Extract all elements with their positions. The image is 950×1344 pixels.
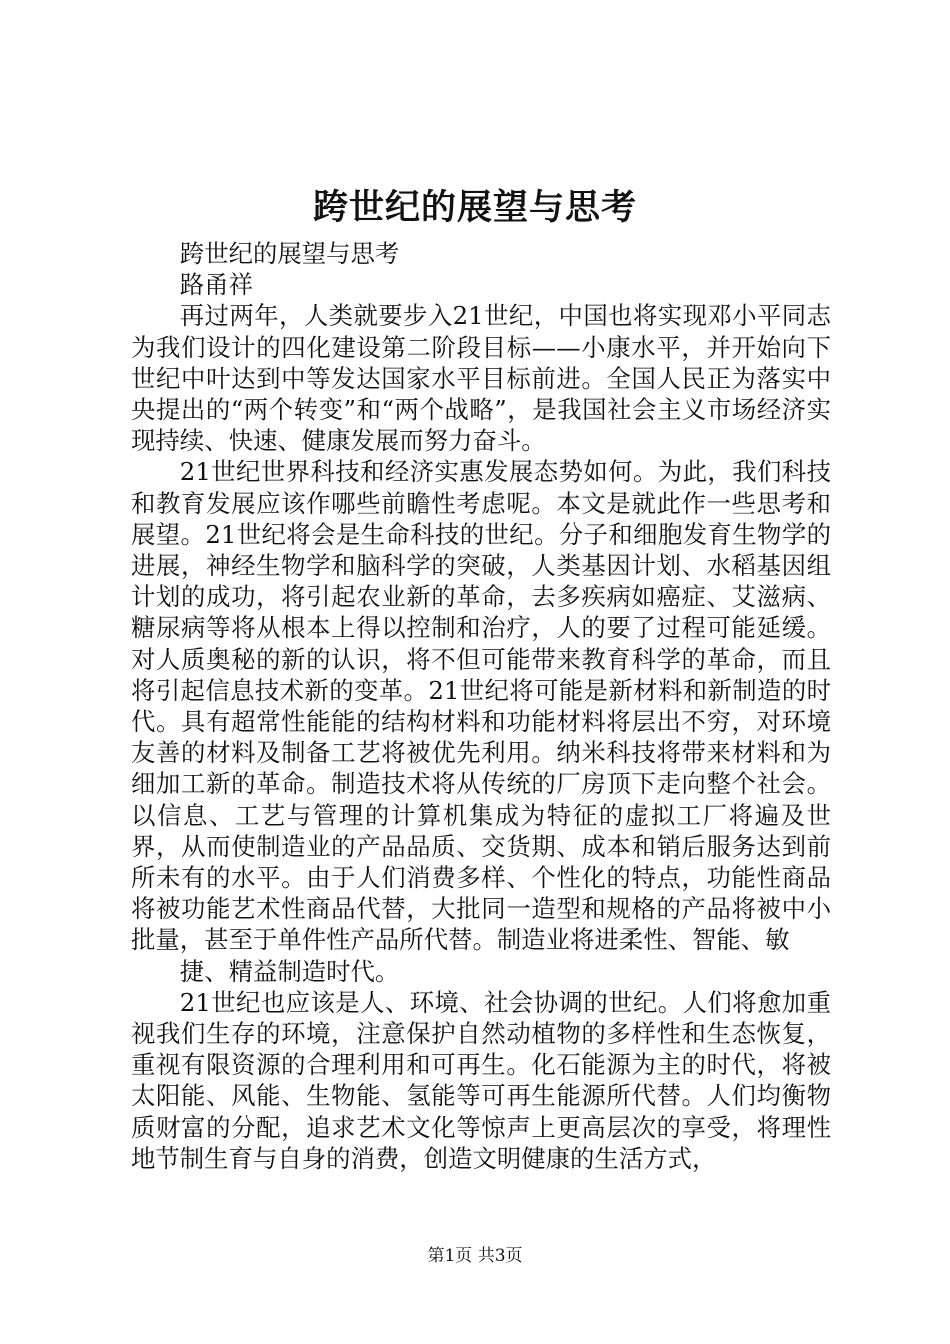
body-paragraph: 再过两年，人类就要步入21世纪，中国也将实现邓小平同志为我们设计的四化建设第二阶段目标——小康水平，并开始向下世纪中叶达到中等发达国家水平目标前进。全国人民正为落实中央提出的“两个转变”和“两个战略”，是我国社会主义市场经济实现持续、快速、健康发展而努力奋斗。 — [131, 301, 831, 456]
page-footer: 第1页 共3页 — [427, 1246, 523, 1266]
body-paragraph: 捷、精益制造时代。 — [179, 956, 400, 986]
body-paragraph: 21世纪也应该是人、环境、社会协调的世纪。人们将愈加重视我们生存的环境，注意保护自然动植物的多样性和生态恢复，重视有限资源的合理利用和可再生。化石能源为主的时代，将被太阳能、风能、生物能、氢能等可再生能源所代替。人们均衡物质财富的分配，追求艺术文化等惊声上更高层次的享受，将理性地节制生育与自身的消费，创造文明健康的生活方式， — [131, 987, 831, 1173]
body-paragraph: 21世纪世界科技和经济实惠发展态势如何。为此，我们科技和教育发展应该作哪些前瞻性考虑呢。本文是就此作一些思考和展望。21世纪将会是生命科技的世纪。分子和细胞发育生物学的进展，神经生物学和脑科学的突破，人类基因计划、水稻基因组计划的成功，将引起农业新的革命，去多疾病如癌症、艾滋病、糖尿病等将从根本上得以控制和治疗，人的要了过程可能延缓。对人质奥秘的新的认识，将不但可能带来教育科学的革命，而且将引起信息技术新的变革。21世纪将可能是新材料和新制造的时代。具有超常性能能的结构材料和功能材料将层出不穷，对环境友善的材料及制备工艺将被优先利用。纳米科技将带来材料和为细加工新的革命。制造技术将从传统的厂房顶下走向整个社会。以信息、工艺与管理的计算机集成为特征的虚拟工厂将遍及世界，从而使制造业的产品品质、交货期、成本和销后服务达到前所未有的水平。由于人们消费多样、个性化的特点，功能性商品将被功能艺术性商品代替，大批同一造型和规格的产品将被中小批量，甚至于单件性产品所代替。制造业将进柔性、智能、敏 — [131, 457, 831, 955]
document-body — [131, 238, 831, 1174]
document-title: 跨世纪的展望与思考 — [312, 187, 637, 228]
author-paragraph: 路甬祥 — [179, 270, 253, 300]
subtitle-paragraph: 跨世纪的展望与思考 — [179, 239, 400, 268]
